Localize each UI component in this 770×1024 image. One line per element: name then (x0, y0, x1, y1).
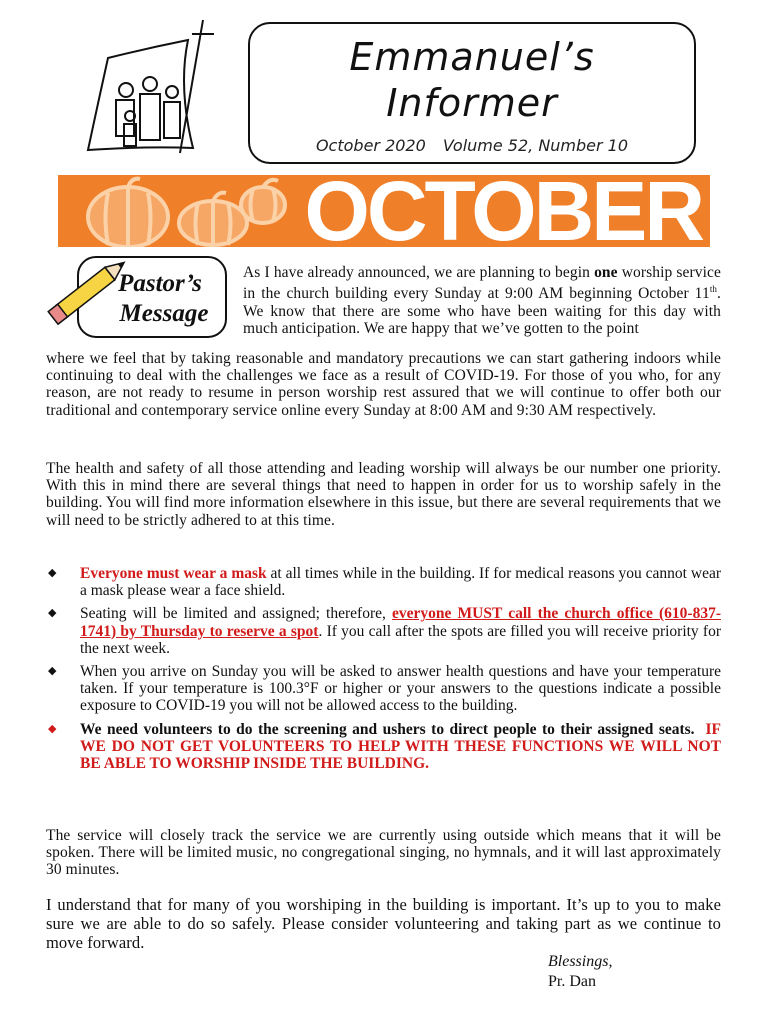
diamond-bullet-icon: ◆ (48, 567, 57, 579)
issue-info (250, 136, 694, 155)
pumpkins-icon (58, 175, 318, 247)
paragraph-3: The service will closely track the service we are currently using outside which means that it will be spoken. There will be limited music, no congregational singing, no hymnals, and it will last approximately 30 minutes. (46, 827, 721, 879)
pastors-message-badge (40, 255, 230, 347)
intro-text-a: As I have already announced, we are planning to begin (243, 264, 595, 281)
october-banner (58, 175, 710, 247)
intro-sup: th (709, 284, 718, 295)
newsletter-title-line1: Emmanuel’s (349, 35, 595, 79)
list-item (46, 721, 721, 773)
signature: Pr. Dan (548, 973, 596, 990)
bullet2-highlight: everyone MUST call the church office (610-837-1741) by Thursday to reserve a spot (80, 605, 721, 640)
intro-paragraph (243, 264, 721, 337)
bullet2-text-b: . If you call after the spots are filled you will receive priority for the next week. (80, 622, 722, 657)
intro-text-b: worship service in the church building every Sunday at 9:00 AM beginning October 11 (243, 264, 721, 303)
banner-word: OCTOBER (304, 175, 702, 247)
badge-line1: Pastor’s (118, 270, 202, 297)
issue-volume: Volume 52, Number 10 (442, 136, 629, 155)
newsletter-title-box (248, 22, 696, 164)
diamond-bullet-icon: ◆ (48, 722, 57, 735)
paragraph-2: The health and safety of all those attending and leading worship will always be our number one priority. With this in mind there are several things that need to happen in order for us to worship safely in the building. You will find more information elsewhere in this issue, but there are several requirements that we will need to be strictly adhered to at this time. (46, 460, 721, 529)
paragraph-1-continued: where we feel that by taking reasonable and mandatory precautions we can start gathering indoors while continuing to deal with the challenges we face as a result of COVID-19. For those of you who, for any reason, are not ready to resume in person worship rest assured that we will continue to offer both our traditional and contemporary service online every Sunday at 8:00 AM and 9:30 AM respectively. (46, 350, 721, 419)
list-item (46, 605, 721, 657)
bullet2-text-a: Seating will be limited and assigned; therefore, (80, 605, 393, 623)
list-item (46, 565, 721, 599)
newsletter-title-line2: Informer (386, 81, 558, 125)
intro-text-c: . We know that there are some who have been waiting for this day with much anticipation. We are happy that we’ve gotten to the point (243, 285, 721, 337)
issue-date: October 2020 (315, 136, 426, 155)
closing: Blessings, (548, 953, 613, 970)
church-family-logo-icon (68, 18, 218, 166)
badge-line2: Message (119, 300, 209, 327)
intro-bold: one (594, 264, 618, 281)
bullet3-text: When you arrive on Sunday you will be asked to answer health questions and have your temperature taken. If your temperature is 100.3°F or higher or your answers to the questions indicate a possible exposure to COVID-19 you will not be allowed access to the building. (80, 663, 721, 715)
pencil-icon (40, 255, 230, 347)
bullet4-bold: We need volunteers to do the screening and ushers to direct people to their assigned seats. (80, 720, 695, 738)
bullet4-highlight: IF WE DO NOT GET VOLUNTEERS TO HELP WITH THESE FUNCTIONS WE WILL NOT BE ABLE TO WORSHIP INSIDE THE BUILDING. (80, 720, 721, 773)
bullet1-text: at all times while in the building. If for medical reasons you cannot wear a mask please wear a face shield. (80, 565, 721, 600)
bullet1-highlight: Everyone must wear a mask (80, 565, 267, 582)
diamond-bullet-icon: ◆ (48, 665, 57, 678)
requirements-list (46, 565, 721, 778)
list-item (46, 663, 721, 715)
paragraph-4: I understand that for many of you worshiping in the building is important. It’s up to you to make sure we are able to do so safely. Please consider volunteering and taking part as we continue to move forward. (46, 895, 721, 952)
signature-block (548, 952, 612, 992)
diamond-bullet-icon: ◆ (48, 607, 57, 620)
